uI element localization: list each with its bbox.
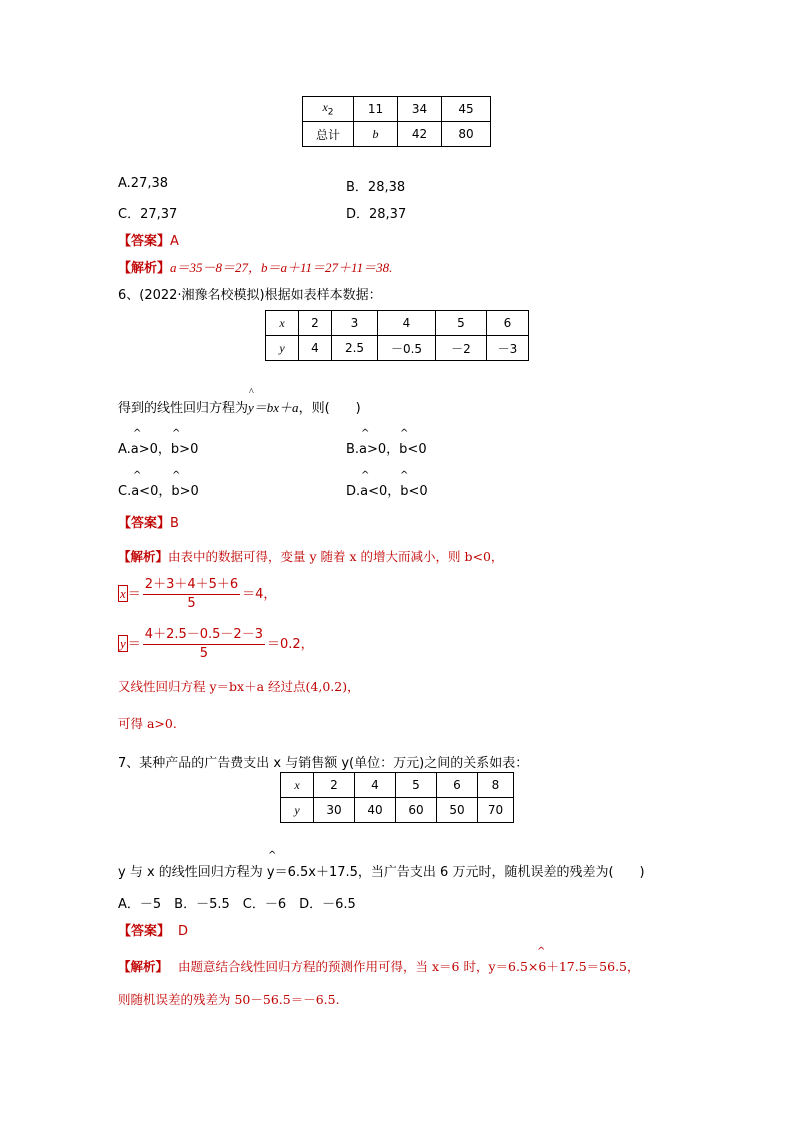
xbar-symbol: x [120, 586, 126, 601]
xbar-result: ＝4， [242, 587, 277, 602]
table-cell: 30 [314, 798, 355, 823]
question-pre: 得到的线性回归方程为 [118, 401, 249, 416]
table-row [281, 798, 514, 823]
table-cell: 45 [442, 97, 491, 122]
analysis-line [118, 257, 392, 276]
table-cell: x [281, 773, 314, 798]
options-line: A．－5 B．－5.5 C．－6 D．－6.5 [118, 897, 356, 912]
table-ad-sales [280, 772, 514, 823]
hat-mark: ^ [400, 470, 409, 481]
question-post: ，则( ) [298, 401, 361, 416]
hat-mark: ^ [537, 946, 546, 957]
table-cell: 8 [478, 773, 514, 798]
answer-label: 【答案】 [118, 234, 171, 249]
hat-mark: ^ [133, 470, 142, 481]
answer-value: A [170, 234, 179, 249]
answer-value: D [178, 924, 189, 939]
option-b: B．28,38 [346, 180, 406, 195]
table-cell: 2 [299, 311, 332, 336]
table-row [303, 122, 491, 147]
hat-mark: ^ [268, 850, 277, 861]
analysis-line: 可得 a>0. [118, 716, 177, 731]
fraction [143, 576, 240, 613]
ybar-formula: y ＝ $\frac{4+2.5-0.5-2-3}{5}$ ＝0.2， [120, 627, 314, 661]
table-cell: 4 [378, 311, 436, 336]
option-d: D．28,37 [346, 207, 407, 222]
table-cell: 5 [396, 773, 437, 798]
table-cell: 总计 [303, 122, 354, 147]
hat-mark: ^ [361, 428, 370, 439]
hat-mark: ^ [172, 428, 181, 439]
table-row [281, 773, 514, 798]
table-cell: 42 [398, 122, 442, 147]
table-cell: 6 [487, 311, 529, 336]
analysis-text: a＝35－8＝27，b＝a＋11＝27＋11＝38. [170, 260, 393, 275]
question-stem: 6、(2022·湘豫名校模拟)根据如表样本数据： [118, 288, 382, 303]
table-cell: 4 [299, 336, 332, 361]
option-c: C．27,37 [118, 207, 178, 222]
table-cell: 3 [332, 311, 378, 336]
option-d: D.a<0，b<0 [346, 484, 428, 499]
option-c: C.a<0，b>0 [118, 484, 199, 499]
analysis-text: 由题意结合线性回归方程的预测作用可得，当 x＝6 时，y＝6.5×6＋17.5＝56.5， [178, 959, 640, 974]
analysis-label: 【解析】 [118, 549, 169, 564]
table-cell: y [266, 336, 299, 361]
analysis-line [118, 957, 640, 975]
option-b: B.a>0，b<0 [346, 442, 427, 457]
fraction-denominator: 5 [199, 646, 209, 661]
table-cell: 2.5 [332, 336, 378, 361]
fraction-numerator: 2＋3＋4＋5＋6 [143, 576, 240, 595]
table-cell: 2 [314, 773, 355, 798]
option-a: A.a>0，b>0 [118, 442, 199, 457]
question-stem: 7、某种产品的广告费支出 x 与销售额 y(单位：万元)之间的关系如表： [118, 756, 529, 771]
table-sample [265, 310, 529, 361]
option-a: A.27,38 [118, 176, 169, 191]
hat-mark: ^ [400, 428, 409, 439]
question-text [118, 397, 361, 416]
table-cell: b [354, 122, 398, 147]
table-cell: 34 [398, 97, 442, 122]
table-cell: $x_2$ [303, 97, 354, 122]
table-row [266, 336, 529, 361]
table-cell: 50 [437, 798, 478, 823]
hat-mark: ^ [133, 428, 142, 439]
table-row [303, 97, 491, 122]
ybar-symbol: y [120, 636, 126, 651]
table-cell: 60 [396, 798, 437, 823]
answer-line [118, 512, 179, 531]
analysis-line: 则随机误差的残差为 50－56.5＝－6.5. [118, 992, 340, 1007]
analysis-label: 【解析】 [118, 959, 169, 974]
table-cell: －2 [436, 336, 487, 361]
analysis-line [118, 547, 503, 565]
answer-label: 【答案】 [118, 924, 171, 939]
xbar-formula: x ＝ $\frac{2+3+4+5+6}{5}$ ＝4， [120, 577, 277, 611]
answer-line [118, 920, 188, 939]
answer-value: B [170, 516, 179, 531]
table-cell: 5 [436, 311, 487, 336]
table-row [266, 311, 529, 336]
fraction-denominator: 5 [187, 596, 196, 611]
answer-label: 【答案】 [118, 516, 171, 531]
question-text: y 与 x 的线性回归方程为 y＝6.5x＋17.5，当广告支出 6 万元时，随机误差的残差为( ) [118, 865, 645, 880]
regression-equation: ^ y＝bx＋a [248, 397, 299, 416]
table-cell: 80 [442, 122, 491, 147]
table-cell: 6 [437, 773, 478, 798]
answer-line [118, 230, 179, 249]
fraction [143, 626, 265, 663]
analysis-label: 【解析】 [118, 261, 171, 276]
table-cell: －0.5 [378, 336, 436, 361]
table-cell: x [266, 311, 299, 336]
table-frequency [302, 96, 491, 147]
hat-mark: ^ [361, 470, 370, 481]
table-cell: －3 [487, 336, 529, 361]
table-cell: y [281, 798, 314, 823]
analysis-line: 又线性回归方程 y＝bx＋a 经过点(4,0.2)， [118, 679, 360, 694]
table-cell: 40 [355, 798, 396, 823]
table-cell: 11 [354, 97, 398, 122]
table-cell: 4 [355, 773, 396, 798]
ybar-result: ＝0.2， [266, 637, 314, 652]
hat-mark: ^ [172, 470, 181, 481]
analysis-text: 由表中的数据可得，变量 y 随着 x 的增大而减小，则 b<0， [168, 549, 504, 564]
table-cell: 70 [478, 798, 514, 823]
fraction-numerator: 4＋2.5－0.5－2－3 [143, 626, 265, 645]
